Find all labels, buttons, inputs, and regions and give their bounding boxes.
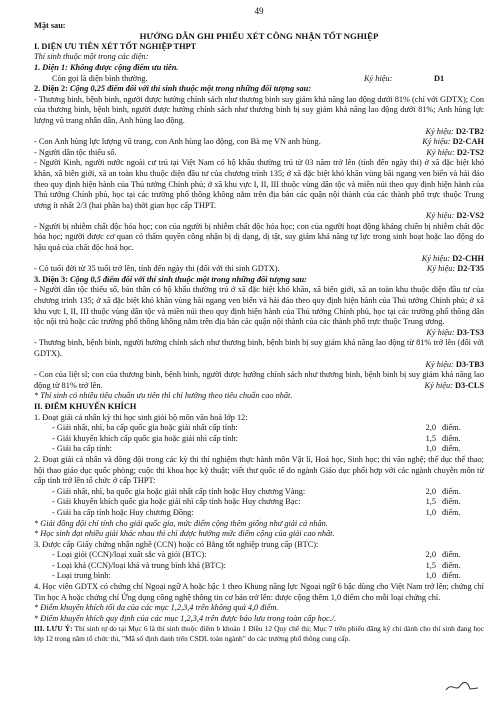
symbol-label: Ký hiệu:: [424, 380, 453, 390]
section-2-heading: II. ĐIỂM KHUYẾN KHÍCH: [34, 401, 137, 411]
award-1-unit: điểm.: [442, 433, 461, 443]
award-3-label: - Loại khá (CCN)/loại khá và trung bình khá (BTC):: [52, 560, 226, 570]
d2-item-5-symbol: [34, 254, 484, 265]
item-4: 4. Học viên GDTX có chứng chỉ Ngoại ngữ A hoặc bậc 1 theo Khung năng lực Ngoại ngữ 6 bậc dùng cho Việt Nam trở lên; chứng chỉ Tin học A hoặc chứng chỉ Ứng dụng công nghệ thông tin cơ bản trở lên: được cộng thêm 1,0 điểm cho mỗi loại chứng chỉ.: [34, 582, 484, 602]
section-1-note: * Thí sinh có nhiều tiêu chuẩn ưu tiên thì chỉ hưởng theo tiêu chuẩn cao nhất.: [34, 391, 293, 401]
d1-text: Còn gọi là diện bình thường.: [52, 73, 148, 83]
symbol-code: D2-CHH: [452, 253, 484, 263]
d2-item-4-symbol: [34, 211, 484, 222]
symbol-label: Ký hiệu:: [426, 327, 455, 337]
d3-heading-text: Cộng 0,5 điểm đối với thí sinh thuộc một trong những đối tượng sau:: [69, 274, 307, 284]
award-1-unit: điểm.: [442, 423, 461, 433]
section-1-heading: I. DIỆN ƯU TIÊN XÉT TỐT NGHIỆP THPT: [34, 41, 197, 51]
award-2-unit: điểm.: [442, 486, 461, 496]
item-2-note-1: * Giải đồng đội chỉ tính cho giải quốc gia, mức điểm cộng thêm giống như giải cá nhân.: [34, 518, 328, 528]
d1-symbol-label: Ký hiệu:: [364, 73, 393, 83]
award-2-unit: điểm.: [442, 507, 461, 517]
d2-item-1-symbol: [34, 127, 484, 138]
d3-item-3-text: - Con của liệt sĩ; con của thương binh, bệnh binh, người được hưởng chính sách như thương binh, bệnh binh bị suy giảm khả năng lao động từ 81% trở lên.: [34, 370, 484, 390]
symbol-label: Ký hiệu:: [425, 211, 455, 221]
d1-heading: 1. Diện 1: Không được cộng điểm ưu tiên.: [34, 62, 179, 72]
award-1-points: 2,0: [425, 423, 436, 433]
award-1-label: - Giải ba cấp tỉnh:: [52, 444, 112, 454]
item-3-heading: 3. Được cấp Giấy chứng nhận nghề (CCN) hoặc có Bằng tốt nghiệp trung cấp (BTC):: [34, 539, 319, 549]
section-1-intro: Thí sinh thuộc một trong các diện:: [34, 52, 149, 62]
page-title: HƯỚNG DẪN GHI PHIẾU XÉT CÔNG NHẬN TỐT NGHIỆP: [139, 31, 379, 42]
symbol-code: D2-CAH: [452, 137, 484, 147]
d2-item-5: - Người bị nhiễm chất độc hóa học; con của người bị nhiễm chất độc hóa học; con của người hoạt động kháng chiến bị nhiễm chất độc hóa học; người được cơ quan có thẩm quyền công nhận bị dị dạng, dị tật, suy giảm khả năng tự lực trong sinh hoạt hoặc lao động do hậu quả của chất độc hoá học.: [34, 221, 484, 253]
award-3-label: - Loại giỏi (CCN)/loại xuất sắc và giỏi (BTC):: [52, 550, 207, 560]
side-label: Mặt sau:: [34, 20, 66, 30]
symbol-code: D2-T35: [457, 264, 484, 274]
award-3-unit: điểm.: [442, 550, 461, 560]
page-number: 49: [254, 6, 264, 16]
award-2-row: [34, 487, 484, 498]
symbol-code: D2-TB2: [455, 126, 484, 136]
section-2-note-2: * Điểm khuyến khích quy định của các mục 1,2,3,4 trên được bảo lưu trong toàn cấp học./.: [34, 613, 337, 623]
d2-item-3: [34, 148, 484, 159]
award-2-points: 1,5: [425, 497, 436, 507]
item-2-rows: [34, 487, 484, 519]
d2-item-6: [34, 264, 484, 275]
symbol-label: Ký hiệu:: [426, 147, 455, 157]
d3-item-3: [34, 370, 484, 391]
award-3-points: 2,0: [425, 550, 436, 560]
symbol-label: Ký hiệu:: [426, 264, 456, 274]
award-2-label: - Giải ba cấp tỉnh hoặc Huy chương Đồng:: [52, 507, 194, 517]
d3-item-2: - Thương binh, bệnh binh, người hưởng chính sách như thương binh, bệnh binh bị suy giảm khả năng lao động từ 81% trở lên (đối với GDTX).: [34, 338, 484, 358]
d3-item-2-symbol: [34, 360, 484, 371]
award-2-label: - Giải nhất, nhì, ba quốc gia hoặc giải nhất cấp tỉnh hoặc Huy chương Vàng:: [52, 486, 306, 496]
d3-item-1-symbol: [34, 328, 484, 339]
symbol-label: Ký hiệu:: [425, 126, 454, 136]
d2-item-1: - Thương binh, bệnh binh, người được hưởng chính sách như thương binh suy giảm khả năng lao động dưới 81% (chỉ với GDTX); Con của thương binh, bệnh binh, người được hưởng chính sách như thương binh bị suy giảm khả năng lao động dưới 81%; Anh hùng lực lượng vũ trang nhân dân, Anh hùng lao động.: [34, 94, 484, 125]
award-2-row: [34, 497, 484, 508]
notes-label: III. LƯU Ý:: [34, 624, 73, 634]
d3-heading-num: 3. Diện 3:: [34, 274, 70, 284]
symbol-code: D3-TS3: [456, 327, 484, 337]
item-2-heading: 2. Đoạt giải cá nhân và đồng đội trong các kỳ thi thí nghiệm thực hành môn Vật lí, Hoá học, Sinh học; thi văn nghệ; thể dục thể thao; hội thao giáo dục quốc phòng; cuộc thi khoa học kỹ thuật; viết thư quốc tế do ngành Giáo dục phối hợp với các ngành chuyên môn từ cấp tỉnh trở lên tổ chức ở cấp THPT:: [34, 454, 484, 486]
symbol-code: D2-VS2: [456, 211, 484, 221]
award-3-label: - Loại trung bình:: [52, 571, 111, 581]
award-1-label: - Giải nhất, nhì, ba cấp quốc gia hoặc giải nhất cấp tỉnh:: [52, 423, 238, 433]
section-2-note-1: * Điểm khuyến khích tối đa của các mục 1,2,3,4 trên không quá 4,0 điểm.: [34, 603, 279, 613]
award-2-row: [34, 508, 484, 519]
document-page: [34, 6, 484, 643]
signature-mark: [444, 680, 480, 694]
d2-heading-text: Cộng 0,25 điểm đối với thí sinh thuộc một trong những đối tượng sau:: [69, 84, 312, 94]
notes-section: [34, 624, 484, 643]
award-2-unit: điểm.: [442, 497, 461, 507]
symbol-label: Ký hiệu:: [422, 137, 451, 147]
symbol-label: Ký hiệu:: [425, 359, 454, 369]
item-3-rows: [34, 550, 484, 582]
award-2-label: - Giải khuyến khích quốc gia hoặc giải nhì cấp tỉnh hoặc Huy chương Bạc:: [52, 497, 301, 507]
award-3-row: [34, 550, 484, 561]
award-1-points: 1,5: [425, 433, 436, 443]
award-3-points: 1,5: [425, 560, 436, 570]
symbol-code: D2-TS2: [456, 147, 484, 157]
d2-item-3-text: - Người dân tộc thiểu số.: [34, 147, 117, 157]
award-1-row: [34, 434, 484, 445]
award-3-row: [34, 571, 484, 582]
item-1-heading: 1. Đoạt giải cá nhân kỳ thi học sinh giỏi bộ môn văn hoá lớp 12:: [34, 412, 248, 422]
award-2-points: 2,0: [425, 486, 436, 496]
d2-item-6-text: - Có tuổi đời từ 35 tuổi trở lên, tính đến ngày thi (đối với thí sinh GDTX).: [34, 264, 280, 274]
notes-text: Thí sinh tự do tại Mục 6 là thí sinh thuộc điểm b khoản 1 Điều 12 Quy chế thi; Mục 7 trên phiếu đăng ký chỉ dành cho thí sinh đang học lớp 12 trong năm tổ chức thi, "Mã số định danh trên CSDL toàn ngành" do các trường phổ thông cung cấp.: [34, 624, 485, 643]
d2-item-4: - Người Kinh, người nước ngoài cư trú tại Việt Nam có hộ khẩu thường trú từ 03 năm trở lên (tính đến ngày thi) ở xã đặc biệt khó khăn, xã biên giới, xã an toàn khu thuộc diện đầu tư của chương trình 135; ở xã đặc biệt khó khăn vùng bãi ngang ven biển và hải đảo theo quy định hiện hành của Thủ tướng Chính phủ; ở xã khu vực I, II, III thuộc vùng dân tộc và miền núi theo quy định hiện hành của Thủ tướng Chính phủ, học tại các trường phổ thông không nằm trên địa bàn các quận nội thành của các thành phố trực thuộc Trung ương ít nhất 2/3 (hai phần ba) thời gian học cấp THPT.: [34, 158, 484, 210]
award-3-points: 1,0: [425, 571, 436, 581]
d3-heading: [34, 275, 484, 286]
award-3-row: [34, 561, 484, 572]
award-3-unit: điểm.: [442, 571, 461, 581]
symbol-code: D3-TB3: [455, 359, 484, 369]
award-3-unit: điểm.: [442, 560, 461, 570]
d2-item-2: [34, 137, 484, 148]
item-2-note-2: * Học sinh đạt nhiều giải khác nhau thì chỉ được hưởng mức điểm cộng của giải cao nhất.: [34, 529, 335, 539]
award-1-label: - Giải khuyến khích cấp quốc gia hoặc giải nhì cấp tỉnh:: [52, 433, 238, 443]
d1-row: [34, 74, 484, 85]
symbol-code: D3-CLS: [454, 380, 484, 390]
item-1-rows: [34, 423, 484, 455]
award-1-points: 1,0: [425, 444, 436, 454]
d3-item-1: - Người dân tộc thiểu số, bản thân có hộ khẩu thường trú ở xã đặc biệt khó khăn, xã biên giới, xã an toàn khu thuộc diện đầu tư của chương trình 135; ở xã đặc biệt khó khăn vùng bãi ngang ven biển và hải đảo theo quy định hiện hành của Thủ tướng Chính phủ; ở xã khu vực I, II, III thuộc vùng dân tộc và miền núi theo quy định hiện hành của Thủ tướng Chính phủ, học tại các trường phổ thông dân tộc nội trú hoặc các trường phổ thông không nằm trên địa bàn các quận nội thành của các thành phố trực thuộc Trung ương.: [34, 285, 484, 327]
award-1-row: [34, 423, 484, 434]
award-1-unit: điểm.: [442, 444, 461, 454]
award-2-points: 1,0: [425, 507, 436, 517]
d1-symbol: D1: [434, 73, 445, 83]
d2-heading-num: 2. Diện 2:: [34, 84, 70, 94]
d2-heading: [34, 84, 484, 95]
symbol-label: Ký hiệu:: [421, 253, 451, 263]
d2-item-2-text: - Con Anh hùng lực lượng vũ trang, con Anh hùng lao động, con Bà mẹ VN anh hùng.: [34, 137, 321, 147]
award-1-row: [34, 444, 484, 455]
